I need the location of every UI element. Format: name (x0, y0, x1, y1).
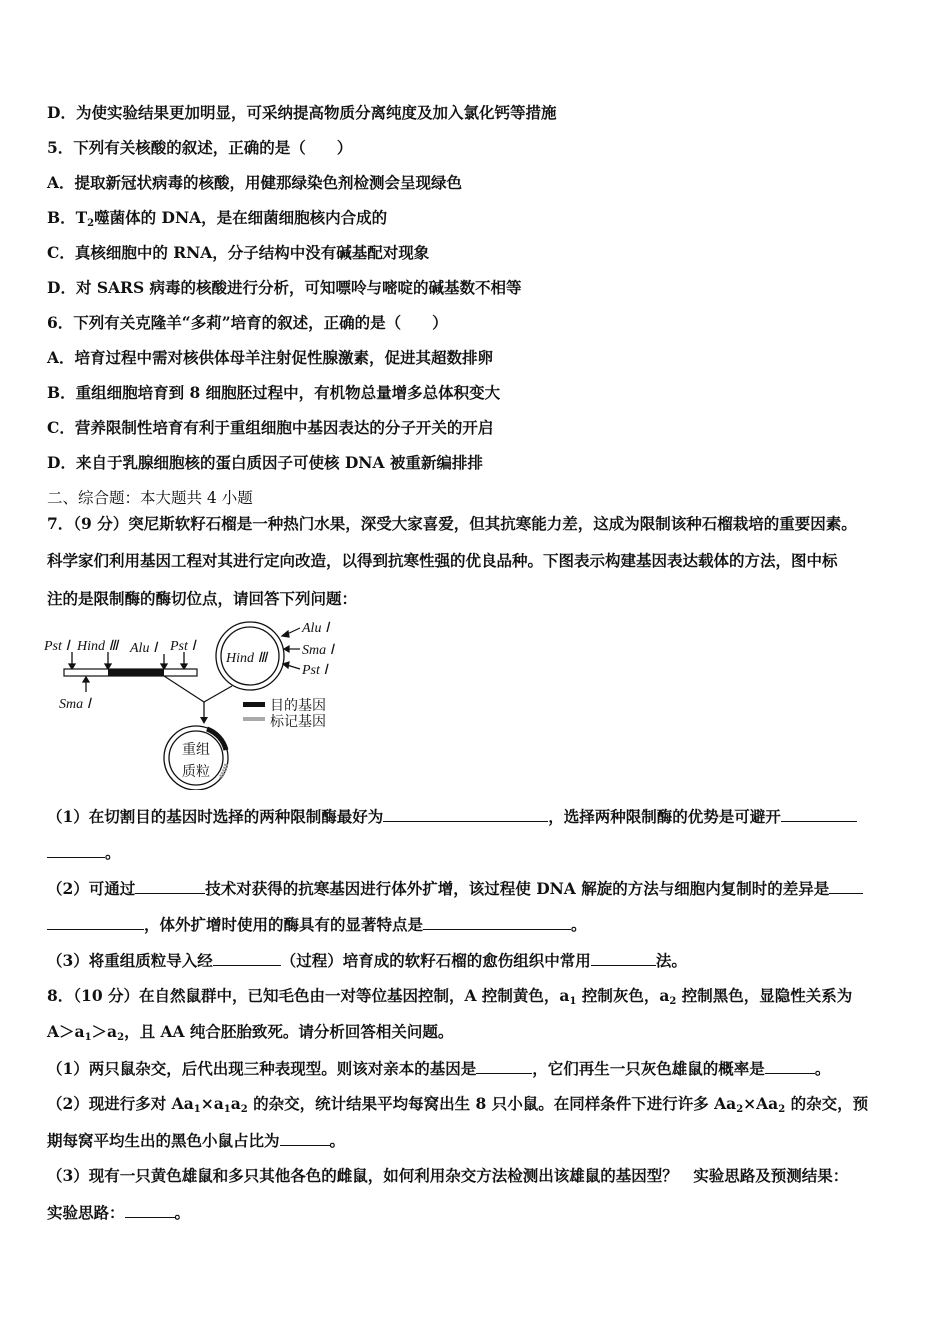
label-sma1: Sma Ⅰ (59, 697, 91, 712)
answer-blank[interactable] (280, 1130, 330, 1146)
q6-option-d: D．来自于乳腺细胞核的蛋白质因子可使核 DNA 被重新编排排 (47, 453, 483, 472)
recombinant-label-2: 质粒 (182, 764, 210, 780)
legend-target-swatch (243, 702, 265, 707)
q8-part2 (47, 1094, 868, 1120)
text: 控制灰色，a (576, 986, 670, 1005)
text: ×a (200, 1094, 224, 1113)
text: 。 (174, 1203, 191, 1222)
answer-blank[interactable] (423, 914, 571, 930)
q5-option-c: C．真核细胞中的 RNA，分子结构中没有碱基配对现象 (47, 243, 430, 262)
q6-option-c: C．营养限制性培育有利于重组细胞中基因表达的分子开关的开启 (47, 418, 494, 437)
subscript: 1 (569, 996, 577, 1007)
label-alu-plasmid: Alu Ⅰ (302, 621, 330, 636)
text: ，选择两种限制酶的优势是可避开 (548, 807, 781, 826)
q8-line2 (47, 1022, 453, 1048)
q6-option-a: A．培育过程中需对核供体母羊注射促性腺激素，促进其超数排卵 (47, 348, 494, 367)
q7-part1-cont (47, 842, 121, 863)
text: ，它们再生一只灰色雄鼠的概率是 (532, 1059, 765, 1078)
text: 8．（10 分）在自然鼠群中，已知毛色由一对等位基因控制，A 控制黄色，a (47, 986, 570, 1005)
text: （1）在切割目的基因时选择的两种限制酶最好为 (47, 807, 384, 826)
subscript: 2 (87, 218, 95, 229)
q6-option-b: B．重组细胞培育到 8 细胞胚过程中，有机物总量增多总体积变大 (47, 383, 501, 402)
q6-stem: 6．下列有关克隆羊“多莉”培育的叙述，正确的是（ ） (47, 313, 448, 332)
q4-option-d: D．为使实验结果更加明显，可采纳提高物质分离纯度及加入氯化钙等措施 (47, 103, 557, 122)
legend-marker-swatch (243, 717, 265, 721)
q7-part2 (47, 878, 863, 899)
q5-option-a: A．提取新冠状病毒的核酸，用健那绿染色剂检测会呈现绿色 (47, 173, 463, 192)
answer-blank[interactable] (765, 1058, 815, 1074)
answer-blank[interactable] (47, 842, 105, 858)
label-alu1: Alu Ⅰ (130, 641, 158, 656)
arrow-head (181, 664, 187, 669)
arrow-head (83, 677, 89, 682)
q7-line2: 科学家们利用基因工程对其进行定向改造，以得到抗寒性强的优良品种。下图表示构建基因表达载体的方法，图中标 (47, 551, 838, 570)
text: A＞a (47, 1022, 85, 1041)
text: 的杂交，统计结果平均每窝出生 8 只小鼠。在同样条件下进行许多 Aa (247, 1094, 737, 1113)
answer-blank[interactable] (476, 1058, 532, 1074)
text: ，且 AA 纯合胚胎致死。请分析回答相关问题。 (124, 1022, 454, 1041)
subscript: 1 (193, 1104, 201, 1115)
answer-blank[interactable] (591, 950, 656, 966)
arrow-head (200, 717, 208, 724)
text: 。 (814, 1059, 831, 1078)
answer-blank[interactable] (829, 878, 863, 894)
text: ×Aa (743, 1094, 779, 1113)
subscript: 1 (84, 1032, 92, 1043)
text: 的杂交，预 (785, 1094, 869, 1113)
label-pst1: Pst Ⅰ (44, 639, 70, 654)
q8-part1 (47, 1058, 830, 1079)
answer-blank[interactable] (135, 878, 205, 894)
text: （3）将重组质粒导入经 (47, 951, 213, 970)
arrow-head (69, 664, 75, 669)
q5-stem: 5．下列有关核酸的叙述，正确的是（ ） (47, 138, 353, 157)
legend-marker-label: 标记基因 (270, 714, 326, 730)
section-heading: 二、综合题：本大题共 4 小题 (47, 489, 253, 507)
label-hind-plasmid: Hind Ⅲ (226, 651, 268, 666)
answer-blank[interactable] (47, 914, 144, 930)
text: ，体外扩增时使用的酶具有的显著特点是 (144, 915, 424, 934)
join-line (164, 676, 204, 702)
text: 期每窝平均生出的黑色小鼠占比为 (47, 1131, 280, 1150)
text: ＞a (91, 1022, 118, 1041)
subscript: 2 (778, 1104, 786, 1115)
text: 技术对获得的抗寒基因进行体外扩增，该过程使 DNA 解旋的方法与细胞内复制时的差异是 (205, 879, 830, 898)
subscript: 2 (117, 1032, 125, 1043)
label-hind1: Hind Ⅲ (77, 639, 119, 654)
answer-blank[interactable] (213, 950, 281, 966)
q8-part2-cont (47, 1130, 345, 1151)
subscript: 2 (736, 1104, 744, 1115)
text: （2）现进行多对 Aa (47, 1094, 194, 1113)
text: 。 (329, 1131, 346, 1150)
text: 法。 (655, 951, 687, 970)
q7-part3 (47, 950, 687, 971)
q7-line3: 注的是限制酶的酶切位点，请回答下列问题： (47, 589, 358, 608)
recombinant-label-1: 重组 (182, 742, 210, 758)
text: （过程）培育成的软籽石榴的愈伤组织中常用 (280, 951, 591, 970)
text: a (230, 1094, 241, 1113)
gene-vector-diagram (44, 618, 364, 790)
q8-part3: （3）现有一只黄色雄鼠和多只其他各色的雌鼠，如何利用杂交方法检测出该雄鼠的基因型？ 实验思路及预测结果： (47, 1166, 849, 1185)
arrow-head (284, 646, 289, 652)
text: （2）可通过 (47, 879, 136, 898)
label-sma-plasmid: Sma Ⅰ (302, 643, 334, 658)
text: 实验思路： (47, 1203, 125, 1222)
text: 。 (105, 843, 121, 862)
subscript: 1 (223, 1104, 231, 1115)
text: 噬菌体的 DNA，是在细菌细胞核内合成的 (94, 208, 388, 227)
subscript: 2 (669, 996, 677, 1007)
text: 。 (571, 915, 587, 934)
text: 控制黑色，显隐性关系为 (676, 986, 853, 1005)
label-pst2: Pst Ⅰ (170, 639, 196, 654)
answer-blank[interactable] (781, 806, 857, 822)
text: （1）两只鼠杂交，后代出现三种表现型。则该对亲本的基因是 (47, 1059, 477, 1078)
answer-blank[interactable] (383, 806, 548, 822)
q5-option-b (47, 208, 387, 234)
q7-line1: 7．（9 分）突尼斯软籽石榴是一种热门水果，深受大家喜爱，但其抗寒能力差，这成为限制该种石榴栽培的重要因素。 (47, 514, 857, 533)
legend-target-label: 目的基因 (270, 698, 326, 714)
q7-part1 (47, 806, 857, 827)
q8-line1 (47, 986, 852, 1012)
text: B．T (47, 208, 88, 227)
join-line (204, 686, 232, 702)
q8-part3-cont (47, 1202, 190, 1223)
target-gene-segment (108, 669, 164, 676)
arrow-head (105, 664, 111, 669)
label-pst-plasmid: Pst Ⅰ (302, 663, 328, 678)
subscript: 2 (240, 1104, 248, 1115)
q5-option-d: D．对 SARS 病毒的核酸进行分析，可知嘌呤与嘧啶的碱基数不相等 (47, 278, 522, 297)
answer-blank[interactable] (125, 1202, 175, 1218)
arrow-head (161, 664, 167, 669)
arrow-head (282, 631, 289, 637)
q7-part2-cont (47, 914, 587, 935)
